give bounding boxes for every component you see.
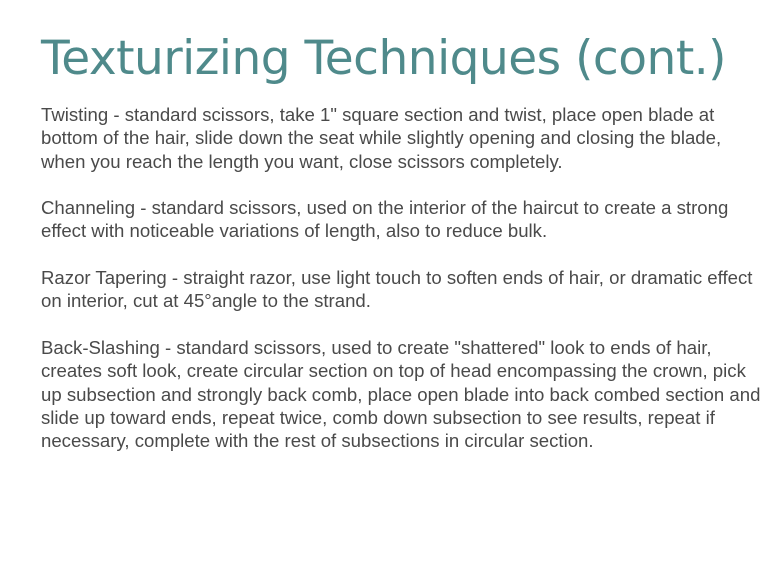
paragraph-channeling: Channeling - standard scissors, used on the interior of the haircut to create a strong effect with noticeable variations of length, also to reduce bulk. xyxy=(41,197,729,242)
slide-title: Texturizing Techniques (cont.) xyxy=(41,31,727,86)
paragraph-twisting: Twisting - standard scissors, take 1" square section and twist, place open blade at bottom of the hair, slide down the seat while slightly opening and closing the blade, when you reach the length you want, close scissors completely. xyxy=(41,104,722,172)
paragraph-razor-tapering: Razor Tapering - straight razor, use light touch to soften ends of hair, or dramatic effect on interior, cut at 45°angle to the strand. xyxy=(41,267,753,312)
slide-body xyxy=(41,103,763,452)
paragraph-back-slashing: Back-Slashing - standard scissors, used to create "shattered" look to ends of hair, creates soft look, create circular section on top of head encompassing the crown, pick up subsection and strongly back comb, place open blade into back combed section and slide up toward ends, repeat twice, comb down subsection to see results, repeat if necessary, complete with the rest of subsections in circular section. xyxy=(41,336,761,452)
